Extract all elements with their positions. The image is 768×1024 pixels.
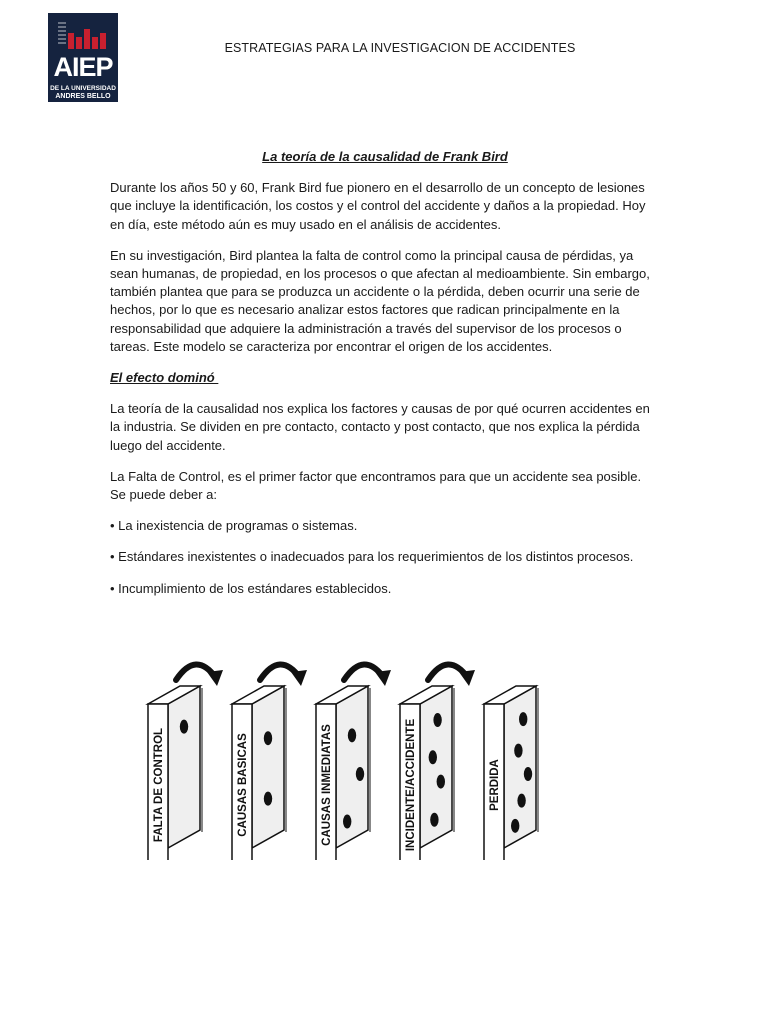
domino-label: FALTA DE CONTROL (153, 727, 165, 843)
bullet-item: • Incumplimiento de los estándares establecidos. (110, 580, 392, 596)
domino-label: INCIDENTE/ACCIDENTE (405, 718, 417, 852)
domino-dot (429, 750, 437, 764)
paragraph: Durante los años 50 y 60, Frank Bird fue pionero en el desarrollo de un concepto de lesiones que incluye la identificación, los costos y el control del accidente y daños a la propiedad. Hoy en día, este método aún es muy usado en el análisis de accidentes. (110, 180, 646, 232)
domino-dot (264, 792, 272, 806)
domino-effect-diagram (120, 650, 540, 860)
domino-tile (316, 686, 370, 860)
domino-dot (517, 794, 525, 808)
header-title: ESTRATEGIAS PARA LA INVESTIGACION DE ACCIDENTES (224, 41, 576, 55)
section-title: El efecto dominó (110, 370, 219, 386)
bullet-item: • Estándares inexistentes o inadecuados para los requerimientos de los distintos procesos. (110, 549, 634, 565)
document-body (110, 148, 660, 611)
arrow-head-icon (207, 670, 223, 686)
paragraph: La Falta de Control, es el primer factor que encontramos para que un accidente sea posible. Se puede deber a: (110, 468, 642, 503)
domino-side-face (504, 686, 536, 848)
domino-dot (433, 713, 441, 727)
domino-dot (514, 744, 522, 758)
domino-label: PERDIDA (489, 759, 501, 811)
arrow-head-icon (459, 670, 475, 686)
building-emblem-icon (56, 17, 110, 53)
domino-dot (524, 767, 532, 781)
domino-side-face (252, 686, 284, 848)
aiep-logo (48, 13, 118, 102)
logo-brand: AIEP (53, 52, 113, 82)
domino-tile (148, 686, 202, 860)
domino-label: CAUSAS BASICAS (237, 733, 249, 837)
domino-dot (356, 767, 364, 781)
domino-label: CAUSAS INMEDIATAS (321, 724, 333, 846)
domino-dot (180, 720, 188, 734)
domino-dot (511, 819, 519, 833)
domino-dot (437, 775, 445, 789)
domino-tile (400, 686, 454, 860)
arrow-head-icon (291, 670, 307, 686)
logo-subtitle-line2: ANDRES BELLO (55, 93, 111, 100)
domino-dot (348, 728, 356, 742)
paragraph: En su investigación, Bird plantea la falta de control como la principal causa de pérdidas, ya sean humanas, de propiedad, en los procesos o que afectan al medioambiente. Sin embargo, también plantea que para se produzca un accidente o la pérdida, deben ocurrir una serie de hechos, por lo que es necesario analizar estos factores que radican principalmente en la responsabilidad que adquiere la administración a través del supervisor de los procesos o tareas. Este modelo se caracteriza por encontrar el origen de los accidentes. (110, 247, 650, 354)
domino-side-face (168, 686, 200, 848)
domino-dot (264, 731, 272, 745)
domino-tile (232, 686, 286, 860)
bullet-item: • La inexistencia de programas o sistemas. (110, 518, 358, 534)
domino-dot (343, 815, 351, 829)
paragraph: La teoría de la causalidad nos explica los factores y causas de por qué ocurren accidentes en la industria. Se dividen en pre contacto, contacto y post contacto, que nos explica la pérdida luego del accidente. (110, 401, 650, 453)
arrow-head-icon (375, 670, 391, 686)
document-title: La teoría de la causalidad de Frank Bird (262, 149, 508, 164)
domino-tile (484, 686, 538, 860)
domino-dot (519, 712, 527, 726)
logo-subtitle-line1: DE LA UNIVERSIDAD (50, 85, 116, 92)
domino-side-face (336, 686, 368, 848)
domino-dot (430, 813, 438, 827)
